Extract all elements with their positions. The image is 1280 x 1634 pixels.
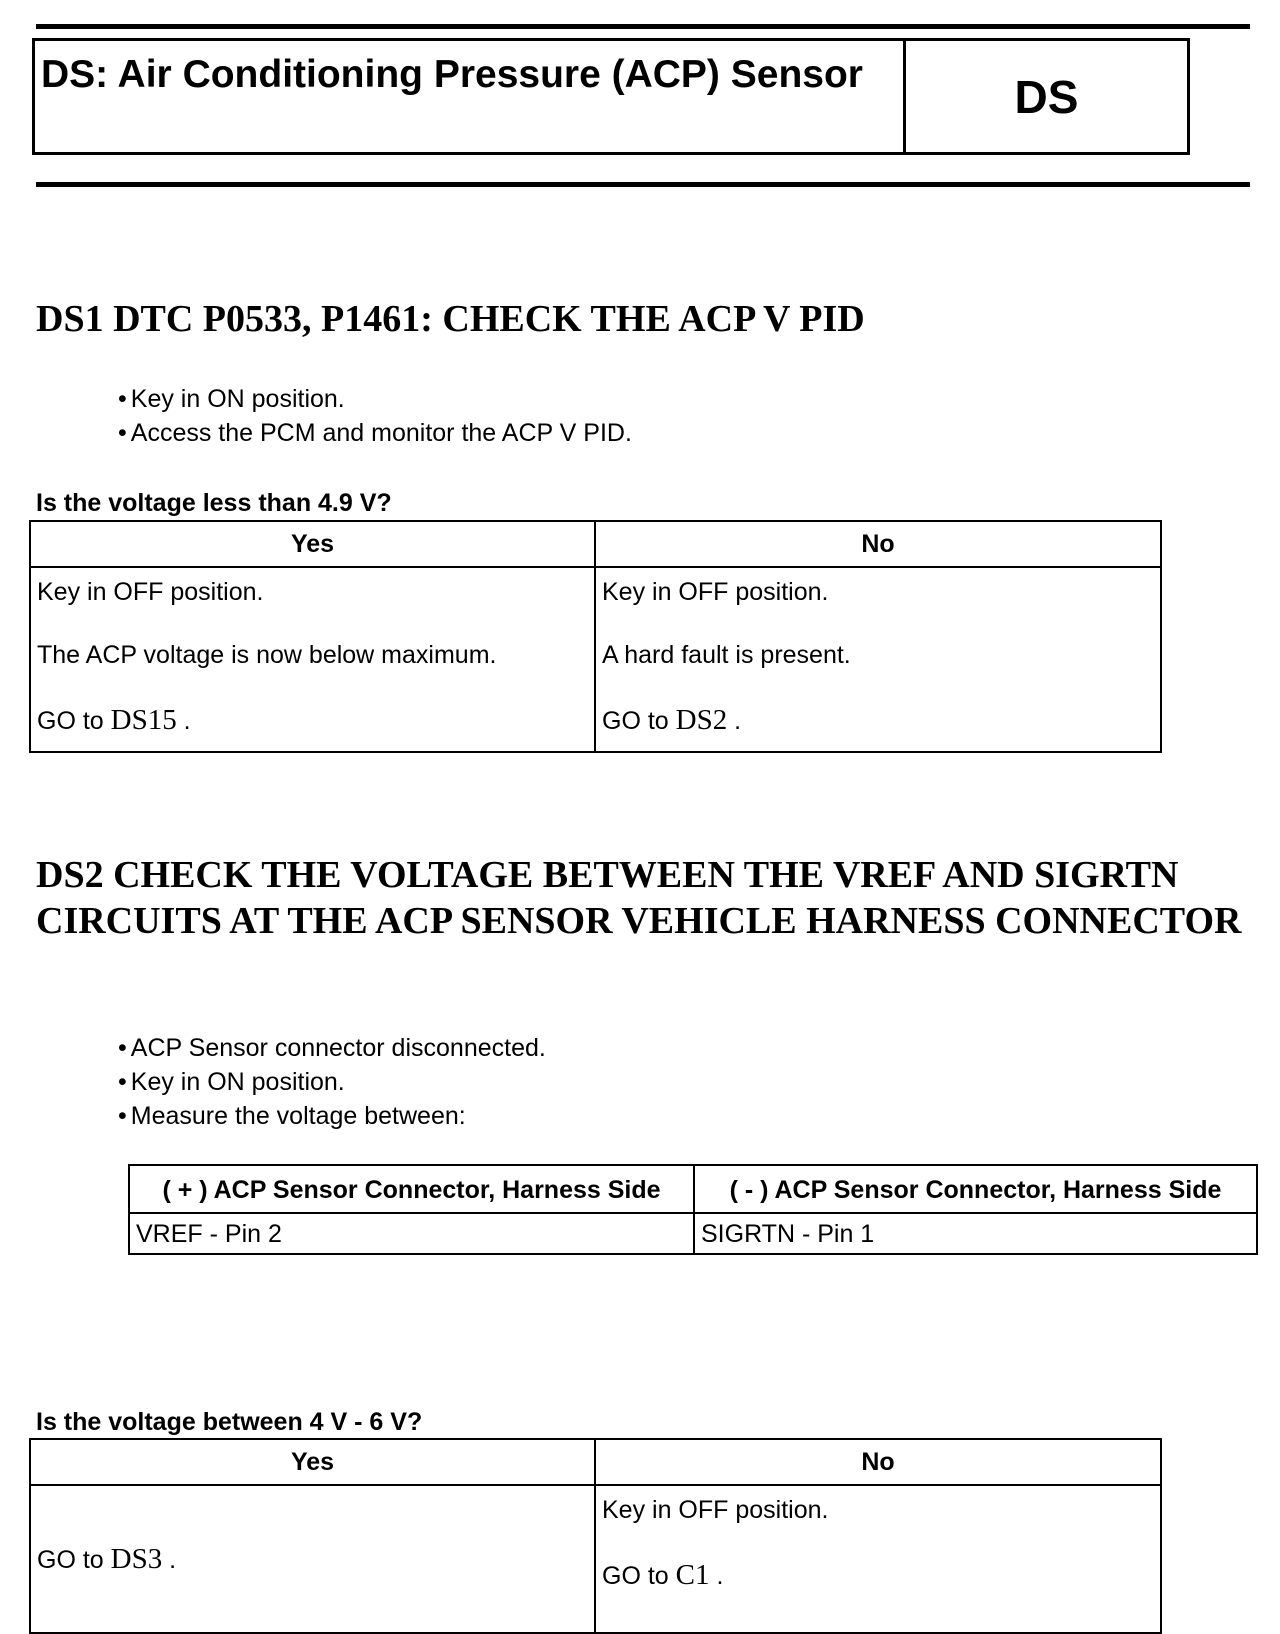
goto-link-c1[interactable]: C1: [675, 1559, 710, 1591]
section-header: [32, 38, 1190, 155]
goto-suffix: .: [734, 707, 742, 735]
goto-suffix: .: [716, 1562, 724, 1590]
instruction-item: • Access the PCM and monitor the ACP V PID.: [118, 416, 632, 450]
negative-lead-value: SIGRTN - Pin 1: [694, 1213, 1257, 1254]
instruction-item: • ACP Sensor connector disconnected.: [118, 1031, 546, 1065]
yes-goto: [37, 704, 588, 737]
question-ds2: Is the voltage between 4 V - 6 V?: [36, 1408, 423, 1436]
step-ds1-instructions: [118, 382, 632, 450]
result-table-ds1: [29, 520, 1162, 753]
yes-cell: [30, 1485, 595, 1633]
yes-goto: [37, 1543, 588, 1576]
instruction-item: • Measure the voltage between:: [118, 1099, 546, 1133]
goto-prefix: GO to: [602, 1562, 669, 1590]
no-line-2: A hard fault is present.: [602, 641, 851, 669]
section-code: DS: [1014, 70, 1079, 123]
yes-line-1: Key in OFF position.: [37, 578, 264, 606]
no-header: No: [595, 1439, 1161, 1485]
yes-cell: [30, 567, 595, 752]
no-goto: [602, 704, 1154, 737]
positive-lead-header: ( + ) ACP Sensor Connector, Harness Side: [129, 1165, 694, 1213]
no-cell: [595, 1485, 1161, 1633]
instruction-item: • Key in ON position.: [118, 1065, 546, 1099]
question-ds1: Is the voltage less than 4.9 V?: [36, 489, 392, 517]
goto-link-ds15[interactable]: DS15: [110, 704, 177, 736]
goto-link-ds3[interactable]: DS3: [110, 1542, 163, 1575]
goto-link-ds2[interactable]: DS2: [675, 704, 728, 736]
goto-suffix: .: [183, 707, 191, 735]
goto-prefix: GO to: [37, 707, 104, 735]
no-header: No: [595, 521, 1161, 567]
measurement-table: [128, 1164, 1258, 1255]
negative-lead-header: ( - ) ACP Sensor Connector, Harness Side: [694, 1165, 1257, 1213]
result-table-ds2: [29, 1438, 1162, 1634]
goto-suffix: .: [169, 1545, 177, 1574]
no-cell: [595, 567, 1161, 752]
top-rule: [36, 24, 1250, 29]
yes-header: Yes: [30, 521, 595, 567]
goto-prefix: GO to: [37, 1545, 104, 1574]
goto-prefix: GO to: [602, 707, 669, 735]
step-ds2-instructions: [118, 1031, 546, 1133]
no-line-1: Key in OFF position.: [602, 578, 829, 606]
yes-header: Yes: [30, 1439, 595, 1485]
step-title-ds2: DS2 CHECK THE VOLTAGE BETWEEN THE VREF AND SIGRTN CIRCUITS AT THE ACP SENSOR VEHICLE HARNESS CONNECTOR: [36, 854, 1242, 942]
step-title-ds1: DS1 DTC P0533, P1461: CHECK THE ACP V PID: [36, 298, 865, 340]
no-goto: [602, 1559, 1154, 1592]
yes-line-2: The ACP voltage is now below maximum.: [37, 641, 497, 669]
no-line-1: Key in OFF position.: [602, 1496, 829, 1524]
positive-lead-value: VREF - Pin 2: [129, 1213, 694, 1254]
instruction-item: • Key in ON position.: [118, 382, 632, 416]
section-title: DS: Air Conditioning Pressure (ACP) Sensor: [35, 41, 906, 152]
header-bottom-rule: [36, 182, 1250, 187]
